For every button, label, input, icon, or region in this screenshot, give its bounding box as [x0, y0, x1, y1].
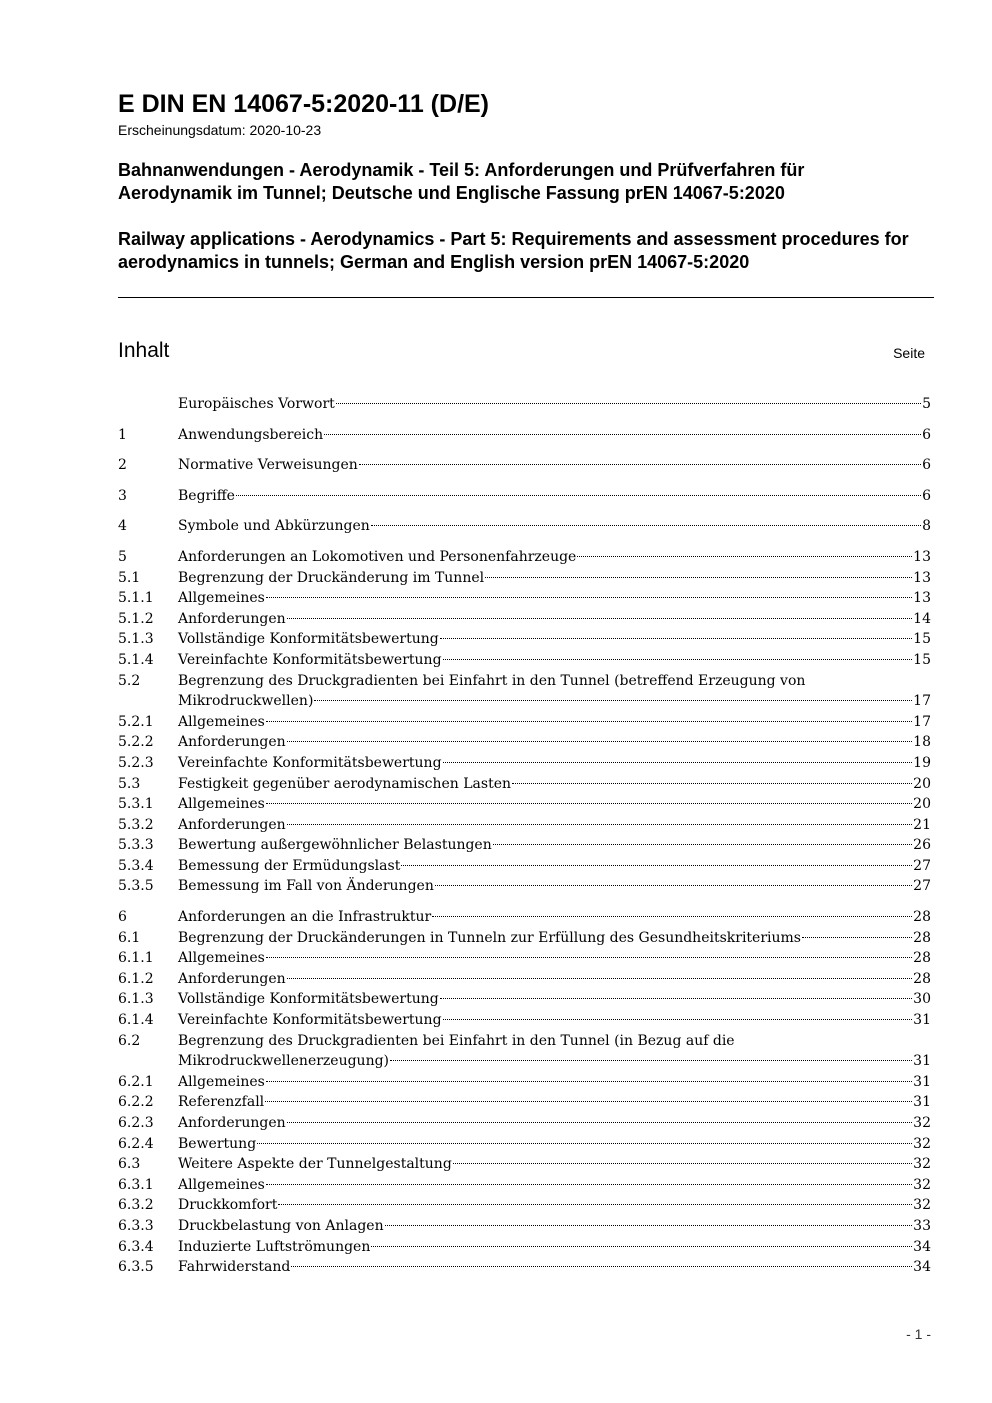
table-of-contents [118, 394, 931, 1278]
toc-entry-number: 6.2.3 [118, 1115, 154, 1131]
toc-dot-leader [371, 1246, 912, 1247]
toc-entry-number: 6.1.3 [118, 991, 154, 1008]
toc-entry-page: 20 [913, 796, 931, 813]
toc-entry[interactable] [118, 1154, 931, 1175]
toc-entry-page: 31 [913, 1012, 931, 1029]
toc-entry[interactable] [118, 1010, 931, 1031]
toc-entry-number: 6.3.3 [118, 1217, 154, 1234]
toc-entry[interactable] [118, 650, 931, 671]
toc-entry-number: 5 [118, 548, 127, 565]
toc-entry-number: 5.2.1 [118, 713, 154, 730]
toc-entry-title: Vollständige Konformitätsbewertung [178, 991, 439, 1008]
toc-dot-leader [278, 1204, 912, 1205]
toc-entry[interactable] [118, 712, 931, 733]
toc-entry-title: Allgemeines [178, 1176, 265, 1193]
toc-entry-page: 32 [913, 1176, 931, 1193]
toc-entry-body [178, 928, 931, 949]
toc-dot-leader [287, 1122, 913, 1123]
toc-dot-leader [453, 1163, 912, 1164]
toc-dot-leader [324, 434, 921, 435]
toc-entry-page: 34 [913, 1259, 931, 1276]
toc-entry[interactable] [118, 753, 931, 774]
toc-entry-title: Anwendungsbereich [178, 426, 324, 443]
toc-entry[interactable] [118, 948, 931, 969]
toc-entry-number: 6.2.2 [118, 1094, 154, 1111]
toc-entry-title: Anforderungen [178, 816, 286, 833]
toc-dot-leader [485, 577, 912, 578]
toc-entry-page: 28 [913, 950, 931, 967]
publication-date: Erscheinungsdatum: 2020-10-23 [118, 122, 322, 138]
toc-entry[interactable] [118, 1195, 931, 1216]
toc-entry-title: Begrenzung der Druckänderungen in Tunneln zur Erfüllung des Gesundheitskriteriums [178, 929, 801, 946]
toc-entry[interactable] [118, 455, 931, 476]
toc-entry-page: 18 [913, 734, 931, 751]
toc-entry-body [178, 568, 931, 589]
toc-entry-body [178, 753, 931, 774]
toc-entry-page: 32 [913, 1197, 931, 1214]
toc-entry-page: 6 [922, 487, 931, 504]
toc-entry-title: Vereinfachte Konformitätsbewertung [178, 754, 442, 771]
toc-dot-leader [443, 1019, 913, 1020]
toc-entry-body [178, 671, 931, 712]
toc-dot-leader [236, 495, 921, 496]
toc-entry-title: Anforderungen an Lokomotiven und Personenfahrzeuge [178, 548, 577, 565]
toc-entry-number: 6 [118, 909, 127, 926]
toc-dot-leader [287, 824, 913, 825]
toc-entry-page: 33 [913, 1217, 931, 1234]
toc-entry[interactable] [118, 1175, 931, 1196]
toc-entry-page: 17 [913, 693, 931, 710]
toc-dot-leader [385, 1225, 913, 1226]
toc-dot-leader [512, 783, 912, 784]
toc-entry-title: Druckkomfort [178, 1197, 278, 1214]
toc-entry[interactable] [118, 876, 931, 897]
toc-entry[interactable] [118, 1216, 931, 1237]
toc-entry-page: 28 [913, 970, 931, 987]
title-german: Bahnanwendungen - Aerodynamik - Teil 5: Anforderungen und Prüfverfahren für Aerodynamik im Tunnel; Deutsche und Englische Fassung prEN 14067-5:2020 [118, 160, 805, 203]
toc-entry-page: 32 [913, 1156, 931, 1173]
toc-entry-page: 20 [913, 775, 931, 792]
toc-entry-title: Europäisches Vorwort [178, 396, 335, 412]
toc-entry-page: 34 [913, 1238, 931, 1255]
toc-entry-body [178, 1031, 931, 1072]
toc-entry-page: 31 [913, 1073, 931, 1090]
toc-entry-number: 5.2 [118, 672, 141, 689]
toc-dot-leader [287, 978, 913, 979]
toc-entry-page: 31 [913, 1053, 931, 1070]
toc-dot-leader [390, 1060, 912, 1061]
toc-dot-leader [266, 597, 912, 598]
toc-entry-number: 6.3.1 [118, 1176, 154, 1193]
toc-entry-body [178, 1113, 931, 1134]
toc-entry-number: 5.2.3 [118, 754, 154, 771]
toc-entry-page: 31 [913, 1094, 931, 1111]
toc-entry-page: 15 [913, 631, 931, 648]
toc-entry[interactable] [118, 1113, 931, 1134]
title-divider [118, 297, 934, 298]
toc-entry-body [178, 650, 931, 671]
toc-entry-title: Begriffe [178, 487, 235, 504]
toc-entry-page: 27 [913, 878, 931, 895]
page-column-label: Seite [893, 345, 925, 361]
toc-entry-body [178, 732, 931, 753]
toc-dot-leader [266, 1081, 912, 1082]
toc-dot-leader [266, 957, 912, 958]
toc-entry[interactable] [118, 856, 931, 877]
toc-entry-number: 3 [118, 487, 127, 504]
toc-entry[interactable] [118, 1092, 931, 1113]
toc-entry[interactable] [118, 629, 931, 650]
toc-heading: Inhalt [118, 339, 170, 362]
toc-entry-title: Weitere Aspekte der Tunnelgestaltung [178, 1156, 452, 1173]
toc-entry[interactable] [118, 1257, 931, 1278]
toc-entry-number: 1 [118, 426, 127, 443]
toc-entry-title: Referenzfall [178, 1094, 265, 1111]
toc-entry-number: 5.1.4 [118, 651, 154, 668]
toc-entry-body [178, 486, 931, 507]
toc-entry-title: Normative Verweisungen [178, 457, 358, 474]
toc-entry-body [178, 1072, 931, 1093]
toc-entry-title: Bewertung [178, 1135, 257, 1152]
toc-entry[interactable] [118, 1072, 931, 1093]
toc-entry[interactable] [118, 774, 931, 795]
toc-entry[interactable] [118, 989, 931, 1010]
toc-entry-body [178, 609, 931, 630]
toc-entry-title: Anforderungen [178, 970, 286, 987]
toc-entry-title: Anforderungen [178, 1115, 286, 1131]
toc-dot-leader [435, 885, 912, 886]
toc-entry-number: 5.2.2 [118, 734, 154, 751]
toc-entry[interactable] [118, 928, 931, 949]
toc-entry-page: 13 [913, 590, 931, 607]
toc-entry-number: 5.1.2 [118, 610, 154, 627]
document-id: E DIN EN 14067-5:2020-11 (D/E) [118, 90, 490, 118]
title-english: Railway applications - Aerodynamics - Part 5: Requirements and assessment procedures for aerodynamics in tunnels; German and English version prEN 14067-5:2020 [118, 229, 909, 272]
toc-dot-leader [336, 403, 921, 404]
toc-entry-number: 6.3 [118, 1156, 141, 1173]
toc-entry-page: 32 [913, 1115, 931, 1131]
toc-entry-body [178, 876, 931, 897]
toc-entry[interactable] [118, 568, 931, 589]
toc-entry-page: 19 [913, 754, 931, 771]
toc-entry-number: 6.2.1 [118, 1073, 154, 1090]
toc-entry-number: 5.1 [118, 569, 141, 586]
toc-entry-body [178, 1195, 931, 1216]
toc-entry-body [178, 835, 931, 856]
toc-entry-title: Allgemeines [178, 950, 265, 967]
toc-entry-title: Anforderungen [178, 734, 286, 751]
toc-entry-body [178, 1257, 931, 1278]
toc-entry-number: 6.3.4 [118, 1238, 154, 1255]
toc-entry-page: 27 [913, 857, 931, 874]
toc-dot-leader [432, 916, 912, 917]
toc-dot-leader [287, 618, 913, 619]
toc-entry-title-continued: Mikrodruckwellen) [178, 693, 314, 710]
toc-entry-page: 32 [913, 1135, 931, 1152]
toc-entry-body [178, 907, 931, 928]
toc-entry-title: Allgemeines [178, 590, 265, 607]
toc-entry-body [178, 1216, 931, 1237]
toc-entry-number: 5.3.1 [118, 796, 154, 813]
toc-entry-title: Bemessung der Ermüdungslast [178, 857, 401, 874]
toc-entry-number: 5.3.2 [118, 816, 154, 833]
toc-entry-body [178, 425, 931, 446]
toc-entry-body [178, 455, 931, 476]
toc-entry-title: Vereinfachte Konformitätsbewertung [178, 651, 442, 668]
toc-entry-title: Festigkeit gegenüber aerodynamischen Lasten [178, 775, 512, 792]
toc-entry-page: 13 [913, 548, 931, 565]
toc-entry-body [178, 815, 931, 836]
toc-entry-title: Bewertung außergewöhnlicher Belastungen [178, 837, 492, 854]
toc-entry[interactable] [118, 609, 931, 630]
toc-entry-number: 6.1.4 [118, 1012, 154, 1029]
toc-dot-leader [443, 762, 913, 763]
toc-entry[interactable] [118, 794, 931, 815]
toc-dot-leader [265, 1101, 912, 1102]
toc-entry[interactable] [118, 547, 931, 568]
toc-entry-number: 6.1 [118, 929, 141, 946]
toc-entry-title: Begrenzung des Druckgradienten bei Einfahrt in den Tunnel (in Bezug auf die [178, 1032, 735, 1049]
toc-entry-title: Bemessung im Fall von Änderungen [178, 878, 434, 895]
toc-entry[interactable] [118, 671, 931, 712]
toc-dot-leader [440, 638, 912, 639]
toc-entry[interactable] [118, 815, 931, 836]
toc-entry-body [178, 774, 931, 795]
toc-entry-page: 8 [922, 518, 931, 535]
toc-dot-leader [291, 1266, 912, 1267]
toc-entry-body [178, 629, 931, 650]
toc-entry-body [178, 794, 931, 815]
toc-entry-number: 6.1.1 [118, 950, 154, 967]
toc-entry-body [178, 1237, 931, 1258]
toc-entry-page: 28 [913, 909, 931, 926]
toc-entry[interactable] [118, 394, 931, 415]
toc-entry-number: 6.2.4 [118, 1135, 154, 1152]
toc-entry-title: Druckbelastung von Anlagen [178, 1217, 384, 1234]
toc-entry[interactable] [118, 1134, 931, 1155]
toc-entry-page: 17 [913, 713, 931, 730]
toc-entry-title: Vereinfachte Konformitätsbewertung [178, 1012, 442, 1029]
toc-entry-title: Begrenzung der Druckänderung im Tunnel [178, 569, 485, 586]
toc-entry-title: Vollständige Konformitätsbewertung [178, 631, 439, 648]
toc-entry-page: 15 [913, 651, 931, 668]
toc-entry-body [178, 948, 931, 969]
toc-dot-leader [371, 525, 921, 526]
toc-dot-leader [266, 1184, 912, 1185]
toc-entry-body [178, 856, 931, 877]
toc-entry-page: 6 [922, 457, 931, 474]
toc-dot-leader [802, 937, 912, 938]
toc-entry-title-continued: Mikrodruckwellenerzeugung) [178, 1053, 390, 1070]
toc-dot-leader [266, 803, 912, 804]
toc-dot-leader [401, 865, 912, 866]
toc-entry-title: Begrenzung des Druckgradienten bei Einfahrt in den Tunnel (betreffend Erzeugung von [178, 672, 806, 689]
toc-dot-leader [440, 998, 912, 999]
toc-entry[interactable] [118, 732, 931, 753]
toc-entry-number: 5.1.1 [118, 590, 154, 607]
toc-entry[interactable] [118, 486, 931, 507]
toc-dot-leader [493, 844, 912, 845]
toc-entry-body [178, 547, 931, 568]
toc-entry-number: 5.3.4 [118, 857, 154, 874]
toc-entry[interactable] [118, 969, 931, 990]
toc-entry-number: 6.2 [118, 1032, 141, 1049]
toc-entry-number: 6.1.2 [118, 970, 154, 987]
toc-entry-page: 28 [913, 929, 931, 946]
toc-entry-number: 6.3.2 [118, 1197, 154, 1214]
toc-entry[interactable] [118, 425, 931, 446]
toc-entry-body [178, 1092, 931, 1113]
toc-entry-number: 5.1.3 [118, 631, 154, 648]
toc-dot-leader [257, 1143, 912, 1144]
toc-entry-body [178, 1154, 931, 1175]
toc-dot-leader [266, 721, 912, 722]
toc-entry[interactable] [118, 1237, 931, 1258]
toc-entry-page: 6 [922, 426, 931, 443]
toc-entry-body [178, 1134, 931, 1155]
toc-entry-page: 30 [913, 991, 931, 1008]
toc-entry-page: 5 [922, 396, 931, 412]
toc-entry-page: 26 [913, 837, 931, 854]
toc-entry[interactable] [118, 588, 931, 609]
toc-entry-page: 13 [913, 569, 931, 586]
toc-entry-body [178, 1010, 931, 1031]
toc-entry-number: 5.3.3 [118, 837, 154, 854]
toc-entry-number: 5.3 [118, 775, 141, 792]
toc-dot-leader [314, 700, 912, 701]
toc-dot-leader [359, 464, 921, 465]
toc-entry-body [178, 989, 931, 1010]
toc-entry-title: Anforderungen an die Infrastruktur [178, 909, 432, 926]
toc-entry-number: 6.3.5 [118, 1259, 154, 1276]
toc-entry[interactable] [118, 1031, 931, 1072]
toc-dot-leader [287, 741, 913, 742]
toc-entry-page: 21 [913, 816, 931, 833]
toc-entry-title: Anforderungen [178, 610, 286, 627]
toc-entry[interactable] [118, 835, 931, 856]
toc-entry-title: Allgemeines [178, 1073, 265, 1090]
page-number: - 1 - [906, 1326, 931, 1342]
toc-entry-title: Allgemeines [178, 796, 265, 813]
toc-entry-number: 5.3.5 [118, 878, 154, 895]
toc-entry[interactable] [118, 516, 931, 537]
toc-entry-title: Allgemeines [178, 713, 265, 730]
toc-entry-title: Fahrwiderstand [178, 1259, 291, 1276]
toc-entry-body [178, 1175, 931, 1196]
toc-entry-number: 2 [118, 457, 127, 474]
toc-dot-leader [443, 659, 913, 660]
toc-entry-body [178, 588, 931, 609]
toc-entry-title: Symbole und Abkürzungen [178, 518, 370, 535]
toc-entry-body [178, 394, 931, 415]
toc-entry-page: 14 [913, 610, 931, 627]
toc-entry-number: 4 [118, 518, 127, 535]
toc-entry[interactable] [118, 907, 931, 928]
toc-entry-body [178, 969, 931, 990]
toc-entry-body [178, 712, 931, 733]
toc-entry-title: Induzierte Luftströmungen [178, 1238, 371, 1255]
toc-entry-body [178, 516, 931, 537]
toc-dot-leader [577, 556, 912, 557]
